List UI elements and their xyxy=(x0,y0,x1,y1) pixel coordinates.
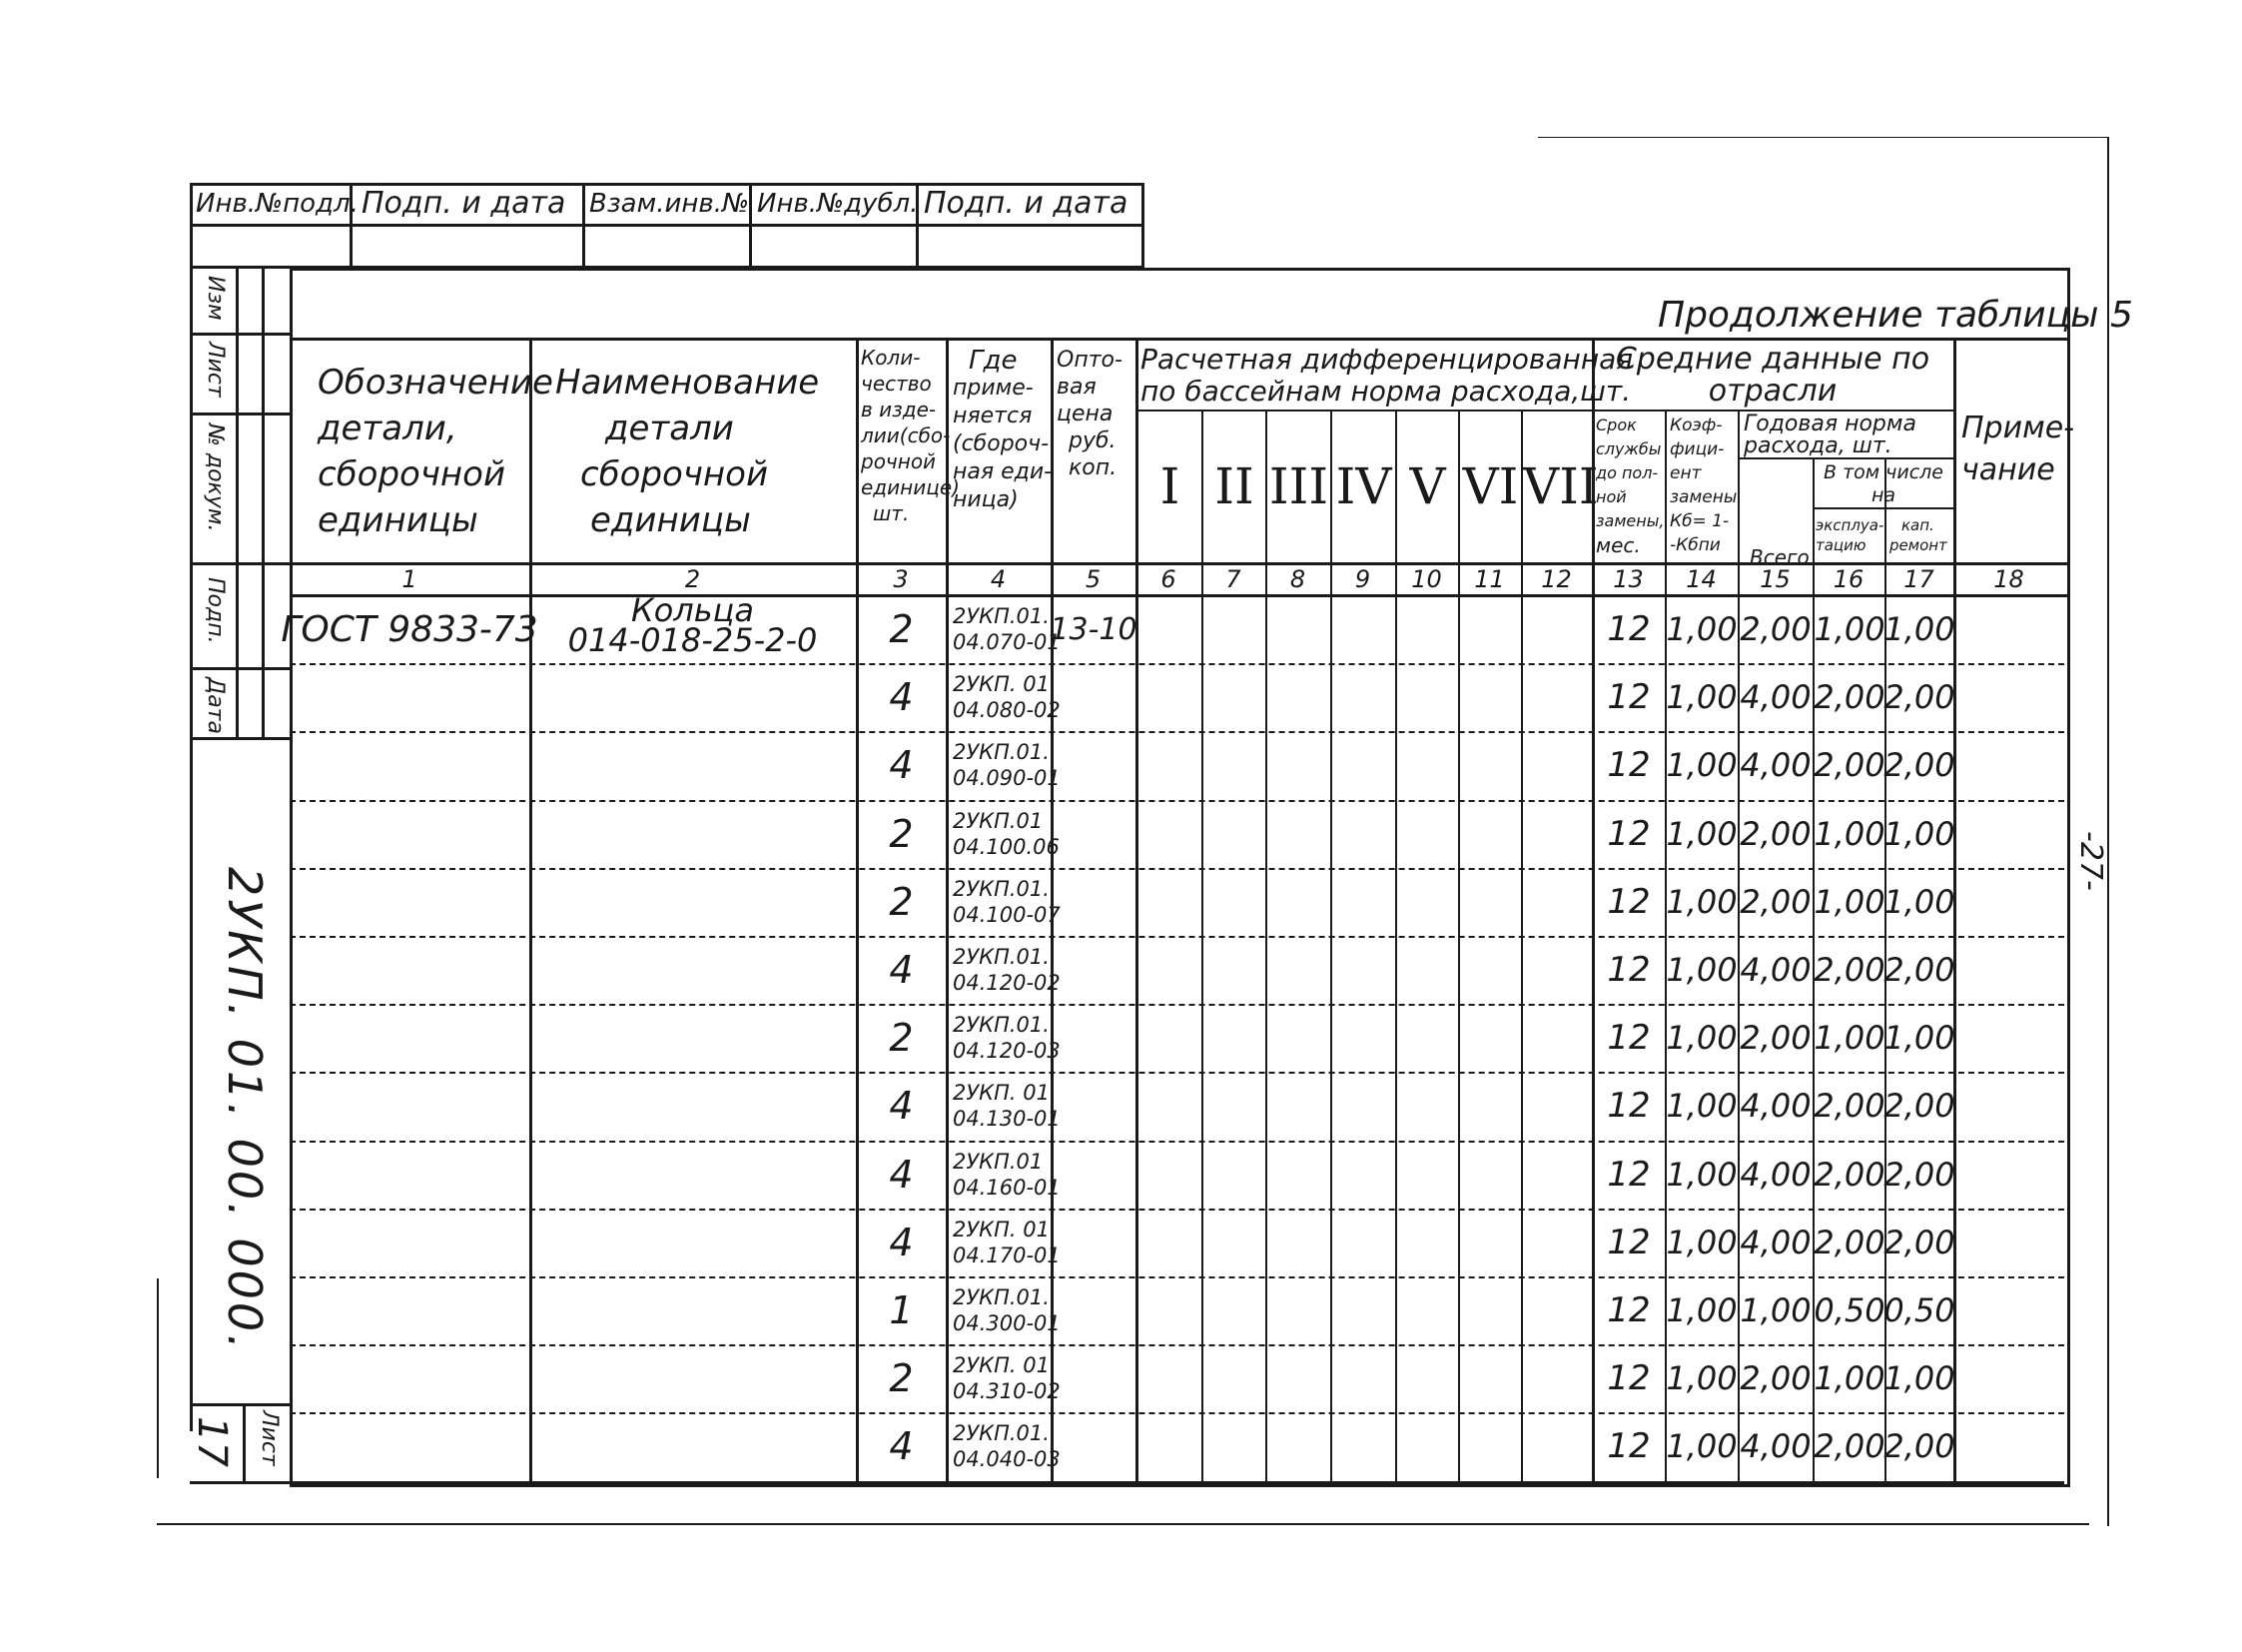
where-used-line: 04.120-02 xyxy=(953,971,1061,996)
where-used-line: 2УКП.01. xyxy=(953,1285,1050,1310)
for-repair: 1,00 xyxy=(1883,610,1955,649)
basin-v: V xyxy=(1409,457,1446,515)
for-operation: 2,00 xyxy=(1814,951,1885,990)
where-used-line: 04.090-01 xyxy=(953,766,1061,791)
for-repair: 2,00 xyxy=(1883,1155,1955,1194)
stamp-inv-dup: Инв.№дубл. xyxy=(757,189,919,219)
column-number: 18 xyxy=(1993,565,2024,593)
where-used-line: 04.100-07 xyxy=(953,902,1061,927)
where-used-line: 04.170-01 xyxy=(953,1242,1061,1267)
quantity: 2 xyxy=(889,879,914,924)
for-repair: 1,00 xyxy=(1883,814,1955,853)
where-used-line: 2УКП.01. xyxy=(953,1421,1050,1446)
column-number: 2 xyxy=(684,565,701,593)
where-used xyxy=(949,868,1061,936)
service-life: 12 xyxy=(1607,1154,1651,1195)
where-used-line: 04.300-01 xyxy=(953,1311,1061,1336)
replace-coef: 1,00 xyxy=(1666,1087,1738,1126)
side-label-date: Дата xyxy=(203,677,228,734)
service-life: 12 xyxy=(1607,1222,1651,1262)
sheet-label: Лист xyxy=(257,1410,282,1466)
where-used xyxy=(949,1072,1061,1140)
quantity: 4 xyxy=(889,1084,914,1129)
header-service-life: Срок службы до пол- ной замены, мес. xyxy=(1596,415,1665,557)
column-number: 13 xyxy=(1613,565,1644,593)
for-operation: 1,00 xyxy=(1814,1359,1885,1398)
annual-total: 2,00 xyxy=(1740,1019,1812,1058)
where-used-line: 04.070-01 xyxy=(953,630,1061,655)
where-used xyxy=(949,1209,1061,1276)
where-used-line: 2УКП.01. xyxy=(953,876,1050,901)
header-incl: В том числе на xyxy=(1824,461,1943,506)
column-number: 6 xyxy=(1160,565,1176,593)
stamp-sign-date-1: Подп. и дата xyxy=(362,186,566,221)
for-operation: 1,00 xyxy=(1814,610,1885,649)
annual-total: 4,00 xyxy=(1740,746,1812,785)
for-repair: 2,00 xyxy=(1883,1427,1955,1466)
replace-coef: 1,00 xyxy=(1666,678,1738,717)
price: 13-10 xyxy=(1050,611,1137,647)
where-used-line: 04.120-03 xyxy=(953,1039,1061,1064)
where-used-line: 2УКП.01. xyxy=(953,1013,1050,1038)
service-life: 12 xyxy=(1607,1358,1651,1399)
where-used xyxy=(949,731,1061,799)
header-quantity: Коли- чество в изде- лии(сбо- рочной единице) шт. xyxy=(861,346,960,525)
column-number: 7 xyxy=(1225,565,1241,593)
basin-vii: VII xyxy=(1523,457,1599,515)
where-used-line: 04.040-03 xyxy=(953,1447,1061,1472)
side-label-doc-no: № докум. xyxy=(203,423,228,532)
replace-coef: 1,00 xyxy=(1666,1291,1738,1330)
where-used-line: 04.130-01 xyxy=(953,1107,1061,1132)
column-number: 5 xyxy=(1085,565,1102,593)
replace-coef: 1,00 xyxy=(1666,1019,1738,1058)
annual-total: 4,00 xyxy=(1740,1155,1812,1194)
where-used-line: 2УКП. 01. xyxy=(953,672,1057,697)
stamp-sign-date-2: Подп. и дата xyxy=(924,186,1128,221)
column-number: 4 xyxy=(990,565,1007,593)
column-number: 11 xyxy=(1474,565,1505,593)
annual-total: 2,00 xyxy=(1740,814,1812,853)
annual-total: 4,00 xyxy=(1740,1087,1812,1126)
where-used-line: 2УКП.01. xyxy=(953,604,1050,629)
for-repair: 2,00 xyxy=(1883,1087,1955,1126)
service-life: 12 xyxy=(1607,1426,1651,1467)
header-note: Приме- чание xyxy=(1961,411,2075,487)
annual-total: 2,00 xyxy=(1740,882,1812,921)
where-used-line: 2УКП.01. xyxy=(953,740,1050,765)
part-name-line: Кольца xyxy=(631,591,754,630)
header-annual-norm: Годовая норма расхода, шт. xyxy=(1744,412,1916,458)
basin-vi: VI xyxy=(1462,457,1519,515)
where-used xyxy=(949,595,1061,663)
where-used-line: 04.310-02 xyxy=(953,1379,1061,1404)
where-used-line: 04.160-01 xyxy=(953,1175,1061,1200)
service-life: 12 xyxy=(1607,950,1651,991)
basin-iii: III xyxy=(1268,457,1329,515)
replace-coef: 1,00 xyxy=(1666,746,1738,785)
column-number: 14 xyxy=(1686,565,1717,593)
where-used xyxy=(949,663,1061,731)
where-used xyxy=(949,1412,1061,1480)
service-life: 12 xyxy=(1607,1290,1651,1331)
replace-coef: 1,00 xyxy=(1666,610,1738,649)
replace-coef: 1,00 xyxy=(1666,882,1738,921)
annual-total: 1,00 xyxy=(1740,1291,1812,1330)
service-life: 12 xyxy=(1607,677,1651,718)
replace-coef: 1,00 xyxy=(1666,1223,1738,1261)
where-used-line: 2УКП. 01. xyxy=(953,1217,1057,1241)
for-operation: 2,00 xyxy=(1814,1087,1885,1126)
for-operation: 2,00 xyxy=(1814,1427,1885,1466)
annual-total: 2,00 xyxy=(1740,610,1812,649)
service-life: 12 xyxy=(1607,1086,1651,1127)
where-used-line: 04.100.06 xyxy=(953,834,1060,859)
where-used-line: 2УКП. 01. xyxy=(953,1081,1057,1106)
column-number: 8 xyxy=(1289,565,1306,593)
side-label-change: Изм xyxy=(203,276,228,321)
quantity: 4 xyxy=(889,1220,914,1264)
for-repair: 2,00 xyxy=(1883,1223,1955,1261)
frame-left xyxy=(190,263,193,1431)
basin-iv: IV xyxy=(1335,457,1392,515)
service-life: 12 xyxy=(1607,1018,1651,1059)
annual-total: 2,00 xyxy=(1740,1359,1812,1398)
stamp-inv-orig: Инв.№подл. xyxy=(196,189,359,219)
where-used xyxy=(949,1141,1061,1209)
for-operation: 2,00 xyxy=(1814,1155,1885,1194)
header-designation: Обозначение детали, сборочной единицы xyxy=(318,363,553,540)
part-name xyxy=(531,591,854,659)
where-used-line: 2УКП.01 xyxy=(953,1149,1044,1174)
annual-total: 4,00 xyxy=(1740,678,1812,717)
column-number: 16 xyxy=(1833,565,1865,593)
where-used xyxy=(949,1276,1061,1344)
where-used-line: 2УКП.01. xyxy=(953,945,1050,970)
where-used xyxy=(949,1344,1061,1412)
quantity: 4 xyxy=(889,1152,914,1197)
for-operation: 2,00 xyxy=(1814,678,1885,717)
continuation-title: Продолжение таблицы 5 xyxy=(1658,295,2133,336)
quantity: 2 xyxy=(889,1356,914,1401)
part-name-line: 014-018-25-2-0 xyxy=(567,621,818,660)
page-mark: -27- xyxy=(2073,831,2108,891)
where-used xyxy=(949,1004,1061,1072)
where-used xyxy=(949,936,1061,1004)
designation: ГОСТ 9833-73 xyxy=(281,608,538,650)
where-used-line: 2УКП.01 xyxy=(953,808,1044,833)
side-label-sign: Подп. xyxy=(203,577,228,644)
column-number: 9 xyxy=(1354,565,1371,593)
basin-i: I xyxy=(1159,457,1180,515)
service-life: 12 xyxy=(1607,881,1651,922)
column-number: 17 xyxy=(1903,565,1934,593)
header-name: Наименование детали сборочной единицы xyxy=(555,363,820,540)
column-number: 10 xyxy=(1411,565,1442,593)
side-label-sheet: Лист xyxy=(203,342,228,398)
for-repair: 1,00 xyxy=(1883,1359,1955,1398)
replace-coef: 1,00 xyxy=(1666,1155,1738,1194)
quantity: 4 xyxy=(889,675,914,720)
annual-total: 4,00 xyxy=(1740,951,1812,990)
replace-coef: 1,00 xyxy=(1666,1427,1738,1466)
for-repair: 1,00 xyxy=(1883,882,1955,921)
for-repair: 0,50 xyxy=(1883,1291,1955,1330)
column-number: 1 xyxy=(401,565,417,593)
for-operation: 2,00 xyxy=(1814,746,1885,785)
service-life: 12 xyxy=(1607,745,1651,786)
quantity: 2 xyxy=(889,1016,914,1061)
sheet-number: 17 xyxy=(189,1416,235,1467)
for-operation: 1,00 xyxy=(1814,882,1885,921)
header-operation: эксплуа- тацию xyxy=(1816,516,1884,554)
for-operation: 1,00 xyxy=(1814,1019,1885,1058)
where-used xyxy=(949,800,1060,868)
for-repair: 2,00 xyxy=(1883,678,1955,717)
for-operation: 1,00 xyxy=(1814,814,1885,853)
header-coefficient: Коэф- фици- ент замены Кб= 1- -Кбпи xyxy=(1670,415,1738,555)
service-life: 12 xyxy=(1607,813,1651,854)
for-repair: 2,00 xyxy=(1883,951,1955,990)
quantity: 4 xyxy=(889,743,914,788)
doc-code: 2УКП. 01. 00. 000. xyxy=(218,867,272,1352)
replace-coef: 1,00 xyxy=(1666,1359,1738,1398)
where-used-line: 2УКП. 01. xyxy=(953,1353,1057,1378)
quantity: 1 xyxy=(889,1288,914,1333)
column-number: 15 xyxy=(1760,565,1791,593)
for-operation: 0,50 xyxy=(1814,1291,1885,1330)
service-life: 12 xyxy=(1607,609,1651,650)
header-repair: кап. ремонт xyxy=(1889,516,1947,554)
header-price: Опто- вая цена руб. коп. xyxy=(1057,348,1122,480)
for-repair: 2,00 xyxy=(1883,746,1955,785)
for-repair: 1,00 xyxy=(1883,1019,1955,1058)
where-used-line: 04.080-02 xyxy=(953,698,1061,723)
header-industry-avg: Средние данные по отрасли xyxy=(1615,342,1930,409)
replace-coef: 1,00 xyxy=(1666,951,1738,990)
header-basin-norm: Расчетная дифференцированная по бассейнам норма расхода,шт. xyxy=(1140,343,1634,408)
annual-total: 4,00 xyxy=(1740,1427,1812,1466)
header-where-used: Где приме- няется (сбороч- ная еди- ница) xyxy=(953,346,1053,512)
for-operation: 2,00 xyxy=(1814,1223,1885,1261)
quantity: 2 xyxy=(889,811,914,856)
stamp-replace-inv: Взам.инв.№ xyxy=(589,189,749,219)
quantity: 4 xyxy=(889,1424,914,1469)
column-number: 3 xyxy=(893,565,909,593)
replace-coef: 1,00 xyxy=(1666,814,1738,853)
quantity: 2 xyxy=(889,607,914,652)
annual-total: 4,00 xyxy=(1740,1223,1812,1261)
quantity: 4 xyxy=(889,948,914,993)
basin-ii: II xyxy=(1214,457,1254,515)
header-total: Всего xyxy=(1750,545,1810,569)
column-number: 12 xyxy=(1541,565,1572,593)
